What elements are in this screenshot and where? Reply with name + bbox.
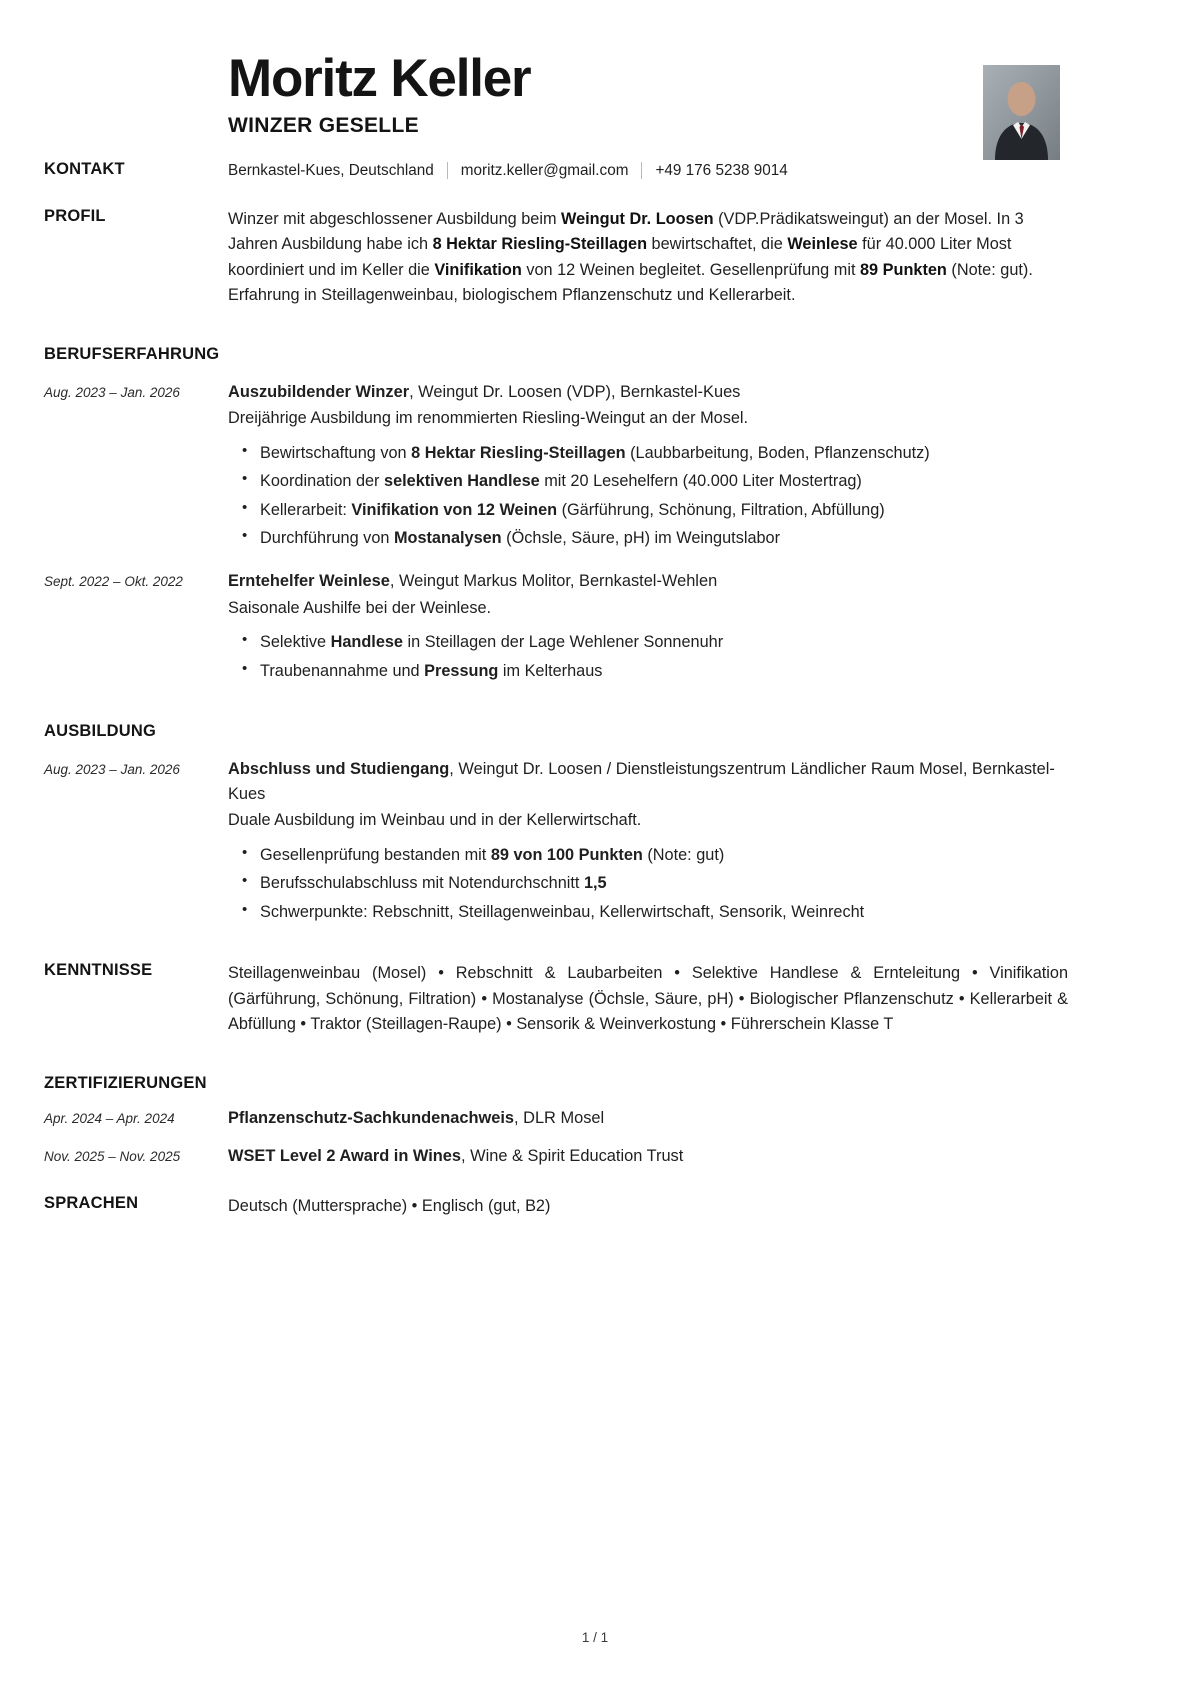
list-item: • Selektive Handlese in Steillagen der Lage Wehlener Sonnenuhr [260,629,1068,655]
section-label-sprachen: SPRACHEN [44,1194,139,1213]
certifications-heading-row [44,1074,1068,1093]
list-item: • Durchführung von Mostanalysen (Öchsle, Säure, pH) im Weingutslabor [260,525,1068,551]
entry-date-col [44,1144,228,1167]
list-item: • Kellerarbeit: Vinifikation von 12 Weinen (Gärführung, Schönung, Filtration, Abfüllung) [260,497,1068,523]
resume-header [0,0,1190,138]
experience-entries [0,380,1190,686]
avatar [983,65,1060,160]
job-title: WINZER GESELLE [228,113,419,137]
entry-title: WSET Level 2 Award in Wines, Wine & Spirit Education Trust [228,1146,684,1165]
contact-line [228,160,1068,181]
entry-date-col [44,757,228,780]
education-entries [0,757,1190,927]
page-title: Moritz Keller [228,49,531,108]
entry-title: Abschluss und Studiengang, Weingut Dr. Loosen / Dienstleistungszentrum Ländlicher Raum Mosel, Bernkastel-Kues [228,760,1055,803]
languages-section [44,1194,1068,1219]
languages-text: Deutsch (Muttersprache) • Englisch (gut, B2) [228,1197,551,1216]
entry-content [228,569,1068,686]
portrait-photo-icon [983,65,1060,160]
entry-bullet-list [228,842,1068,925]
certification-entries [0,1106,1190,1168]
entry-content [228,1144,1068,1169]
entry-date: Nov. 2025 – Nov. 2025 [44,1148,181,1164]
contact-phone[interactable]: +49 176 5238 9014 [655,161,788,179]
list-item: • Berufsschulabschluss mit Notendurchschnitt 1,5 [260,870,1068,896]
contact-section [44,160,1068,181]
entry-row [44,569,1068,686]
entry-row [44,1144,1068,1169]
section-label-kontakt: KONTAKT [44,159,125,178]
entry-date-col [44,1106,228,1129]
list-item: • Koordination der selektiven Handlese mit 20 Lesehelfern (40.000 Liter Mostertrag) [260,468,1068,494]
entry-row [44,757,1068,927]
entry-subtitle: Dreijährige Ausbildung im renommierten Riesling-Weingut an der Mosel. [228,409,749,428]
list-item: • Schwerpunkte: Rebschnitt, Steillagenweinbau, Kellerwirtschaft, Sensorik, Weinrecht [260,899,1068,925]
entry-date: Sept. 2022 – Okt. 2022 [44,574,183,590]
entry-date-col [44,380,228,403]
section-label-profil: PROFIL [44,206,106,225]
entry-date: Aug. 2023 – Jan. 2026 [44,762,180,778]
entry-date: Aug. 2023 – Jan. 2026 [44,384,180,400]
entry-subtitle: Saisonale Aushilfe bei der Weinlese. [228,598,492,617]
entry-date-col [44,569,228,592]
entry-content [228,757,1068,927]
skills-section [44,961,1068,1038]
entry-row [44,380,1068,554]
contact-location: Bernkastel-Kues, Deutschland [228,161,434,179]
section-label-ausbildung: AUSBILDUNG [44,722,156,741]
section-label-zertifizierungen: ZERTIFIZIERUNGEN [44,1074,207,1093]
page-indicator: 1 / 1 [581,1630,609,1645]
entry-title: Pflanzenschutz-Sachkundenachweis, DLR Mosel [228,1109,605,1128]
divider [447,162,448,179]
list-item: • Traubenannahme und Pressung im Kelterhaus [260,658,1068,684]
entry-bullet-list [228,629,1068,684]
skills-text: Steillagenweinbau (Mosel) • Rebschnitt & Laubarbeiten • Selektive Handlese & Ernteleitung • Vinifikation (Gärführung, Schönung, Filtration) • Mostanalyse (Öchsle, Säure, pH) • Biologischer Pflanzenschutz • Kellerarbeit & Abfüllung • Traktor (Steillagen-Raupe) • Sensorik & Weinverkostung • Führerschein Klasse T [228,963,1068,1034]
entry-content [228,380,1068,554]
profile-text: Winzer mit abgeschlossener Ausbildung beim Weingut Dr. Loosen (VDP.Prädikatsweingut) an der Mosel. In 3 Jahren Ausbildung habe ich 8 Hektar Riesling-Steillagen bewirtschaftet, die Weinlese für 40.000 Liter Most koordiniert und im Keller die Vinifikation von 12 Weinen begleitet. Gesellenprüfung mit 89 Punkten (Note: gut). Erfahrung in Steillagenweinbau, biologischem Pflanzenschutz und Kellerarbeit. [228,209,1033,305]
divider [641,162,642,179]
list-item: • Bewirtschaftung von 8 Hektar Riesling-Steillagen (Laubbarbeitung, Boden, Pflanzenschutz) [260,440,1068,466]
entry-bullet-list [228,440,1068,552]
list-item: • Gesellenprüfung bestanden mit 89 von 100 Punkten (Note: gut) [260,842,1068,868]
contact-email[interactable]: moritz.keller@gmail.com [460,161,629,179]
entry-date: Apr. 2024 – Apr. 2024 [44,1111,175,1127]
entry-subtitle: Duale Ausbildung im Weinbau und in der Kellerwirtschaft. [228,811,642,830]
entry-content [228,1106,1068,1131]
page-footer [0,1630,1190,1645]
education-heading-row [44,722,1068,741]
entry-title: Erntehelfer Weinlese, Weingut Markus Molitor, Bernkastel-Wehlen [228,572,718,591]
profile-section [44,207,1068,309]
section-label-berufserfahrung: BERUFSERFAHRUNG [44,344,220,363]
entry-title: Auszubildender Winzer, Weingut Dr. Loosen (VDP), Bernkastel-Kues [228,382,741,401]
experience-heading-row [44,345,1068,364]
entry-row [44,1106,1068,1131]
section-label-kenntnisse: KENNTNISSE [44,960,153,979]
